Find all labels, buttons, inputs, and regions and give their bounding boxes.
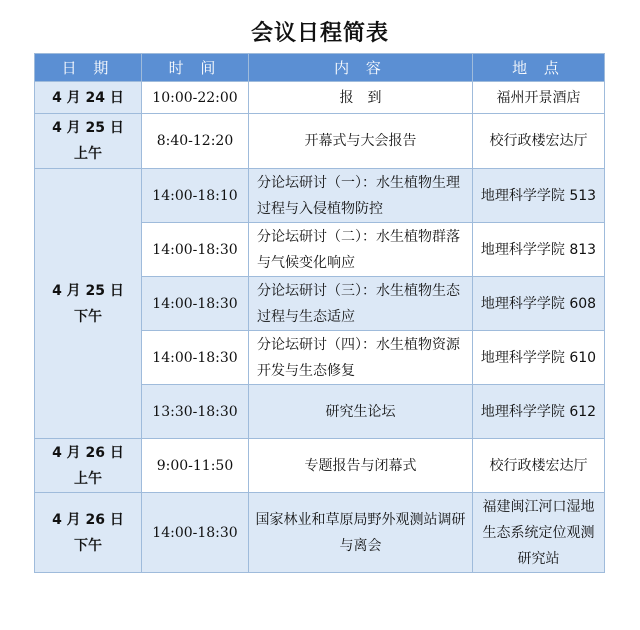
content-cell: 开幕式与大会报告	[249, 114, 473, 169]
header-content: 内 容	[249, 54, 473, 82]
place-cell: 福建闽江河口湿地生态系统定位观测研究站	[473, 493, 605, 573]
table-row	[35, 439, 605, 493]
header-date: 日 期	[35, 54, 142, 82]
page-title: 会议日程简表	[250, 21, 389, 46]
place-cell: 校行政楼宏达厅	[473, 114, 605, 169]
content-cell: 研究生论坛	[249, 385, 473, 439]
place-cell: 校行政楼宏达厅	[473, 439, 605, 493]
content-cell: 分论坛研讨（三）：水生植物生态过程与生态适应	[249, 277, 473, 331]
place-cell: 福州开景酒店	[473, 82, 605, 114]
content-cell: 分论坛研讨（一）：水生植物生理过程与入侵植物防控	[249, 169, 473, 223]
date-cell	[35, 114, 142, 169]
time-cell: 14:00-18:10	[142, 169, 249, 223]
table-row	[35, 114, 605, 169]
time-cell: 14:00-18:30	[142, 331, 249, 385]
date-period: 下午	[74, 537, 102, 554]
date-cell	[35, 439, 142, 493]
place-cell: 地理科学学院 612	[473, 385, 605, 439]
date-text: 4 月 26 日	[52, 511, 124, 528]
time-cell: 14:00-18:30	[142, 493, 249, 573]
content-cell: 分论坛研讨（四）：水生植物资源开发与生态修复	[249, 331, 473, 385]
header-time: 时 间	[142, 54, 249, 82]
content-cell: 国家林业和草原局野外观测站调研与离会	[249, 493, 473, 573]
date-text: 4 月 24 日	[52, 89, 124, 106]
place-cell: 地理科学学院 813	[473, 223, 605, 277]
date-text: 4 月 25 日	[52, 120, 124, 136]
date-cell	[35, 493, 142, 573]
header-place: 地 点	[473, 54, 605, 82]
date-cell	[35, 82, 142, 114]
schedule-table	[34, 53, 605, 573]
content-cell: 报 到	[249, 82, 473, 114]
time-cell: 13:30-18:30	[142, 385, 249, 439]
content-cell: 专题报告与闭幕式	[249, 439, 473, 493]
table-header-row	[35, 54, 605, 82]
content-cell: 分论坛研讨（二）：水生植物群落与气候变化响应	[249, 223, 473, 277]
time-cell: 14:00-18:30	[142, 223, 249, 277]
table-row	[35, 169, 605, 223]
date-text: 4 月 26 日	[52, 444, 124, 461]
table-row	[35, 82, 605, 114]
date-period: 上午	[74, 470, 102, 487]
date-period: 上午	[74, 146, 102, 162]
date-cell	[35, 169, 142, 439]
place-cell: 地理科学学院 610	[473, 331, 605, 385]
place-cell: 地理科学学院 608	[473, 277, 605, 331]
time-cell: 9:00-11:50	[142, 439, 249, 493]
time-cell: 8:40-12:20	[142, 114, 249, 169]
time-cell: 14:00-18:30	[142, 277, 249, 331]
date-text: 4 月 25 日	[52, 282, 124, 299]
time-cell: 10:00-22:00	[142, 82, 249, 114]
table-row	[35, 493, 605, 573]
place-cell: 地理科学学院 513	[473, 169, 605, 223]
date-period: 下午	[74, 308, 102, 325]
